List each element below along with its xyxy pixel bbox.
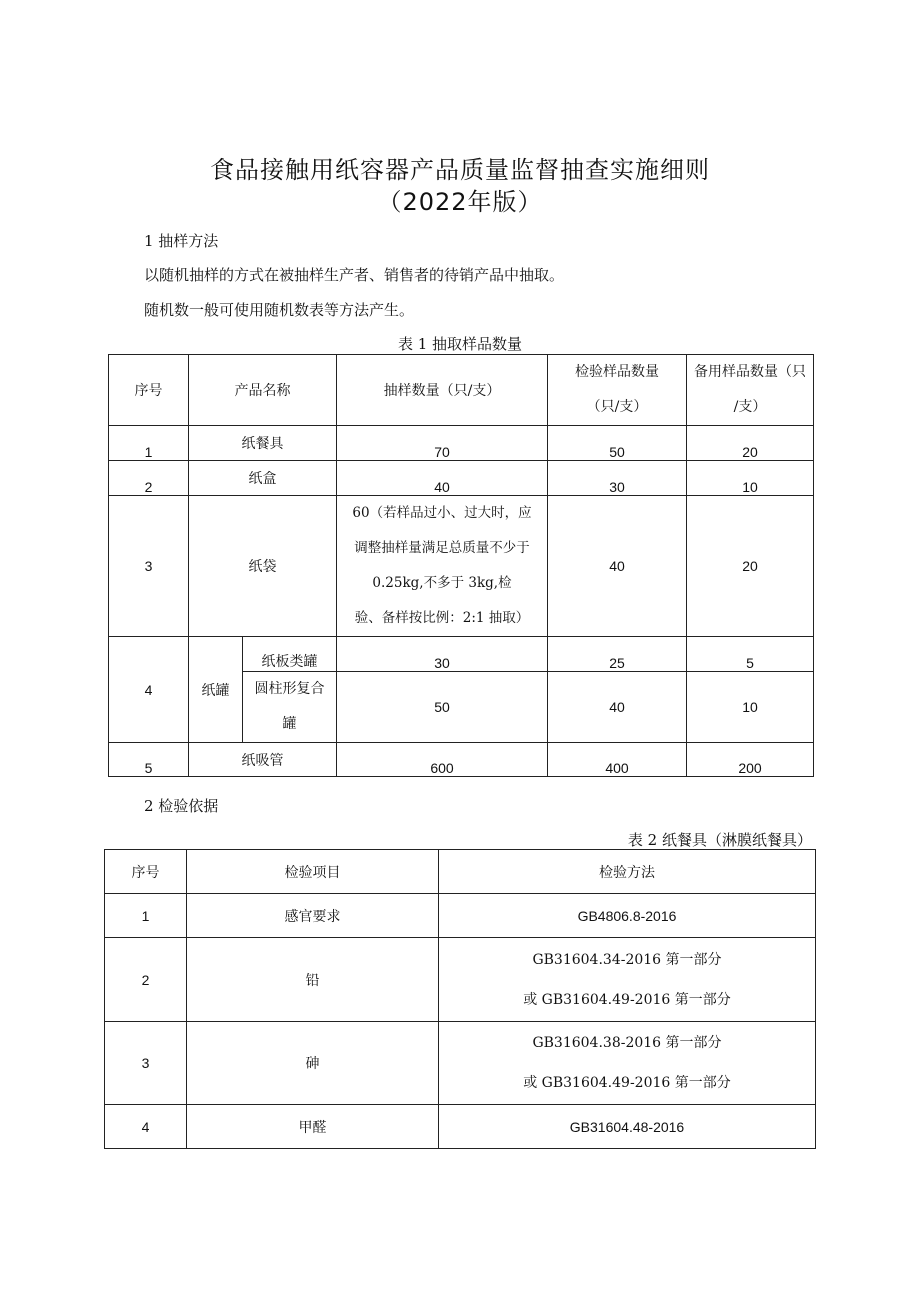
row-5-name: 纸吸管 <box>189 743 337 777</box>
table-1-caption: 表 1 抽取样品数量 <box>397 335 523 353</box>
table-row <box>109 496 814 637</box>
table-2-caption: 表 2 纸餐具（淋膜纸餐具） <box>627 831 812 849</box>
row-4a-name: 纸板类罐 <box>243 637 337 672</box>
table-row <box>105 938 816 1022</box>
t2-row-4-item: 甲醛 <box>187 1105 439 1149</box>
header-spare-qty <box>687 355 814 426</box>
row-4-seq: 4 <box>109 637 189 743</box>
row-3-spare: 20 <box>687 496 814 637</box>
t2-row-1-seq: 1 <box>105 894 187 938</box>
header-spare-qty-line2: /支） <box>733 399 767 415</box>
row-3-sample <box>337 496 548 637</box>
table-row <box>109 461 814 496</box>
row-4-group-name: 纸罐 <box>189 637 243 743</box>
table-row <box>105 1022 816 1105</box>
t2-row-3-method-line2: 或 GB31604.49-2016 第一部分 <box>523 1075 731 1091</box>
row-4b-name <box>243 672 337 743</box>
t2-row-1-item: 感官要求 <box>187 894 439 938</box>
t2-row-2-method-line1: GB31604.34-2016 第一部分 <box>532 951 722 968</box>
header-sample-qty: 抽样数量（只/支） <box>337 355 548 426</box>
section-2-heading: 2 检验依据 <box>144 797 219 815</box>
t2-header-method: 检验方法 <box>439 850 816 894</box>
row-4b-spare: 10 <box>687 672 814 743</box>
row-2-spare: 10 <box>687 461 814 496</box>
header-inspect-qty-line1: 检验样品数量 <box>575 364 659 380</box>
t2-row-3-seq: 3 <box>105 1022 187 1105</box>
t2-row-4-method: GB31604.48-2016 <box>439 1105 816 1149</box>
row-4b-inspect: 40 <box>548 672 687 743</box>
document-subtitle: （2022年版） <box>377 188 543 216</box>
table-row <box>105 894 816 938</box>
t2-row-2-seq: 2 <box>105 938 187 1022</box>
row-3-seq: 3 <box>109 496 189 637</box>
header-inspect-qty-line2: （只/支） <box>586 399 648 415</box>
row-4a-spare: 5 <box>687 637 814 672</box>
t2-header-item: 检验项目 <box>187 850 439 894</box>
t2-row-4-seq: 4 <box>105 1105 187 1149</box>
table-2-header-row <box>105 850 816 894</box>
row-2-inspect: 30 <box>548 461 687 496</box>
t2-row-1-method: GB4806.8-2016 <box>439 894 816 938</box>
row-4b-name-line2: 罐 <box>282 716 297 732</box>
inspection-basis-table <box>104 849 816 1149</box>
table-row <box>109 743 814 777</box>
row-5-sample: 600 <box>337 743 548 777</box>
row-2-name: 纸盒 <box>189 461 337 496</box>
t2-row-3-item: 砷 <box>187 1022 439 1105</box>
row-1-seq: 1 <box>109 426 189 461</box>
header-seq: 序号 <box>109 355 189 426</box>
row-1-sample: 70 <box>337 426 548 461</box>
row-3-name: 纸袋 <box>189 496 337 637</box>
t2-row-3-method-line1: GB31604.38-2016 第一部分 <box>532 1035 722 1051</box>
t2-row-2-item: 铅 <box>187 938 439 1022</box>
table-row <box>105 1105 816 1149</box>
sample-quantity-table <box>108 354 814 777</box>
header-inspect-qty <box>548 355 687 426</box>
row-3-sample-line4: 验、备样按比例：2:1 抽取） <box>354 610 530 626</box>
row-3-sample-line2: 调整抽样量满足总质量不少于 <box>354 540 530 556</box>
row-5-seq: 5 <box>109 743 189 777</box>
row-2-sample: 40 <box>337 461 548 496</box>
row-2-seq: 2 <box>109 461 189 496</box>
row-4a-sample: 30 <box>337 637 548 672</box>
header-product-name: 产品名称 <box>189 355 337 426</box>
table-row <box>109 426 814 461</box>
row-5-inspect: 400 <box>548 743 687 777</box>
section-1-paragraph-2: 随机数一般可使用随机数表等方法产生。 <box>144 301 415 319</box>
row-4b-name-line1: 圆柱形复合 <box>254 681 325 697</box>
table-row <box>109 637 814 672</box>
row-3-sample-line1: 60（若样品过小、过大时，应 <box>352 505 532 521</box>
t2-header-seq: 序号 <box>105 850 187 894</box>
row-5-spare: 200 <box>687 743 814 777</box>
document-title: 食品接触用纸容器产品质量监督抽查实施细则 <box>210 156 710 184</box>
t2-row-2-method-line2: 或 GB31604.49-2016 第一部分 <box>523 991 731 1008</box>
header-spare-qty-line1: 备用样品数量（只 <box>694 364 806 380</box>
t2-row-2-method <box>439 938 816 1022</box>
t2-row-3-method <box>439 1022 816 1105</box>
row-4a-inspect: 25 <box>548 637 687 672</box>
row-4b-sample: 50 <box>337 672 548 743</box>
row-1-name: 纸餐具 <box>189 426 337 461</box>
row-3-inspect: 40 <box>548 496 687 637</box>
section-1-paragraph-1: 以随机抽样的方式在被抽样生产者、销售者的待销产品中抽取。 <box>144 266 565 284</box>
section-1-heading: 1 抽样方法 <box>144 232 219 250</box>
row-1-inspect: 50 <box>548 426 687 461</box>
row-1-spare: 20 <box>687 426 814 461</box>
row-3-sample-line3: 0.25kg,不多于 3kg,检 <box>372 575 512 591</box>
table-1-header-row <box>109 355 814 426</box>
